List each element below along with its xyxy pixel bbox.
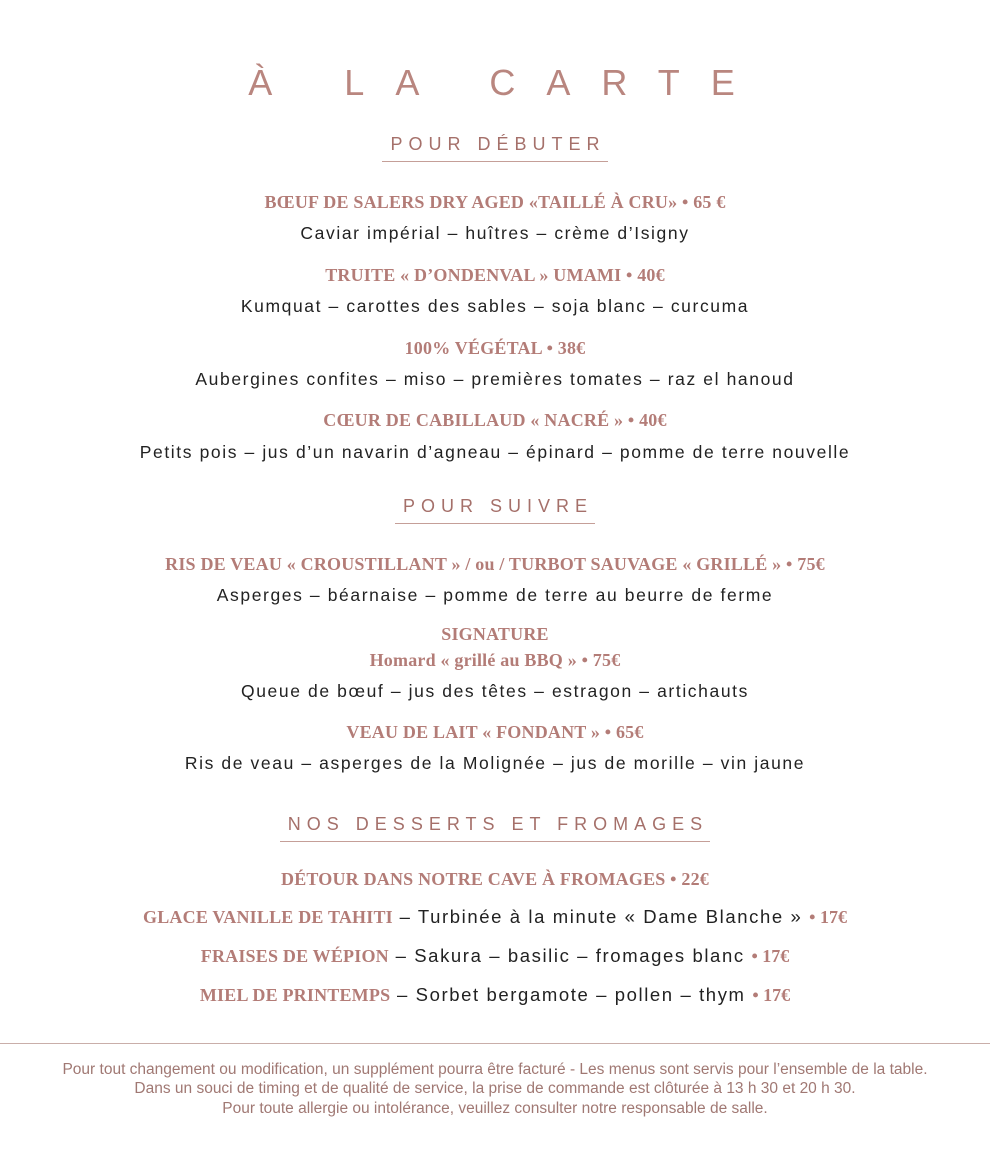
dessert-line (0, 906, 990, 928)
footer-divider (0, 1043, 990, 1044)
footer-note: Dans un souci de timing et de qualité de service, la prise de commande est clôturée à 13 h 30 et 20 h 30. (134, 1080, 856, 1097)
dish-description: Queue de bœuf – jus des têtes – estragon – artichauts (241, 681, 749, 701)
dish-title: TRUITE « D’ONDENVAL » UMAMI • 40€ (325, 265, 665, 285)
section-heading: POUR DÉBUTER (382, 134, 607, 162)
footer-note: Pour toute allergie ou intolérance, veuillez consulter notre responsable de salle. (222, 1100, 768, 1117)
dish-title: BŒUF DE SALERS DRY AGED «TAILLÉ À CRU» • 65 € (264, 192, 726, 212)
dish-description: – Sorbet bergamote – pollen – thym (390, 984, 753, 1005)
dish-title: GLACE VANILLE DE TAHITI (143, 907, 393, 927)
section-mains (0, 496, 990, 524)
section-desserts (0, 814, 990, 842)
dessert-line (0, 945, 990, 967)
dish-description: Asperges – béarnaise – pomme de terre au beurre de ferme (216, 585, 774, 605)
dish-description: – Sakura – basilic – fromages blanc (388, 945, 752, 966)
dish-title: VEAU DE LAIT « FONDANT » • 65€ (346, 722, 644, 742)
dish-description: Aubergines confites – miso – premières tomates – raz el hanoud (195, 369, 795, 389)
dish-price: • 17€ (752, 985, 791, 1005)
dish-description: Kumquat – carottes des sables – soja blanc – curcuma (240, 296, 750, 316)
section-starters (0, 134, 990, 162)
dish-description: Caviar impérial – huîtres – crème d’Isigny (300, 223, 690, 243)
dish-description: Ris de veau – asperges de la Molignée – jus de morille – vin jaune (184, 753, 806, 773)
dish-description: – Turbinée à la minute « Dame Blanche » (392, 906, 810, 927)
dish-description: Petits pois – jus d’un navarin d’agneau – épinard – pomme de terre nouvelle (139, 442, 851, 462)
dish-title: 100% VÉGÉTAL • 38€ (404, 338, 586, 358)
dessert-line (0, 984, 990, 1006)
signature-label: SIGNATURE (441, 624, 549, 644)
dish-title: DÉTOUR DANS NOTRE CAVE À FROMAGES • 22€ (281, 869, 709, 889)
dish-title: FRAISES DE WÉPION (200, 946, 389, 966)
dish-title: CŒUR DE CABILLAUD « NACRÉ » • 40€ (323, 410, 667, 430)
dish-title: MIEL DE PRINTEMPS (199, 985, 391, 1005)
page-title: À LA CARTE (248, 62, 766, 103)
section-heading: NOS DESSERTS ET FROMAGES (280, 814, 710, 842)
dish-price: • 17€ (809, 907, 847, 927)
dish-price: • 17€ (751, 946, 790, 966)
section-heading: POUR SUIVRE (395, 496, 595, 524)
dish-title: Homard « grillé au BBQ » • 75€ (369, 650, 621, 670)
dish-title: RIS DE VEAU « CROUSTILLANT » / ou / TURBOT SAUVAGE « GRILLÉ » • 75€ (165, 554, 825, 574)
footer-note: Pour tout changement ou modification, un supplément pourra être facturé - Les menus sont servis pour l’ensemble de la table. (62, 1061, 928, 1078)
